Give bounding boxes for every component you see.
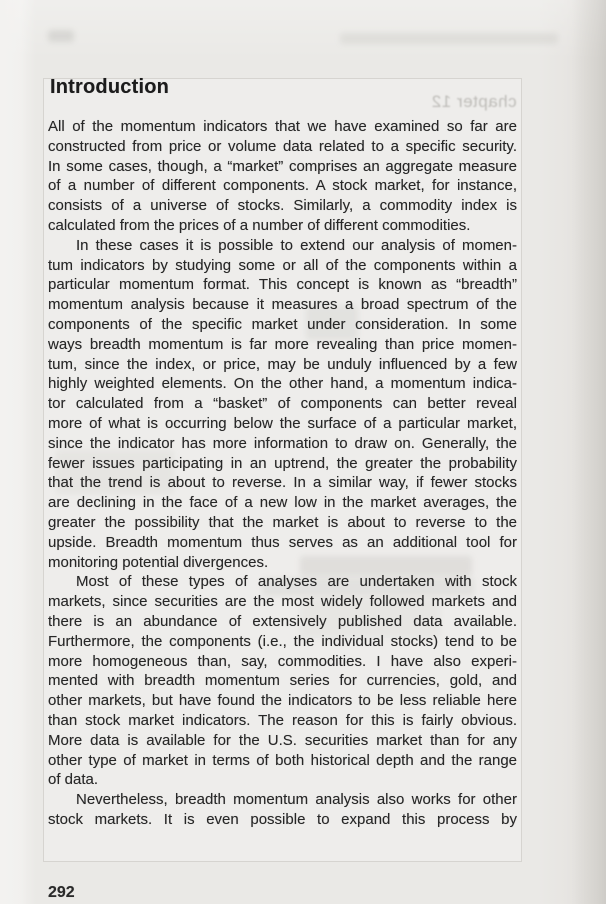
text-line: Most of these types of analyses are undertaken with stock — [76, 573, 517, 591]
text-line: of a number of different components. A stock market, for instance, — [48, 177, 517, 195]
text-line: tum, since the index, or price, may be unduly influenced by a few — [48, 355, 517, 373]
text-line: that the trend is about to reverse. In a similar way, if fewer stocks — [48, 474, 517, 492]
text-line: markets, since securities are the most widely followed markets and — [48, 593, 517, 611]
page-number: 292 — [48, 884, 75, 901]
showthrough-smudge — [340, 33, 558, 44]
text-line: momentum analysis because it measures a broad spectrum of the — [48, 296, 517, 314]
text-line: more of what is occurring below the surface of a particular market, — [48, 414, 517, 432]
text-line: tum indicators by studying some or all of the components within a — [48, 256, 517, 274]
text-line: more homogeneous than, say, commodities. I have also experi- — [48, 652, 517, 670]
text-line: are declining in the face of a new low in the market averages, the — [48, 494, 517, 512]
paragraph — [48, 117, 517, 236]
text-line: monitoring potential divergences. — [48, 553, 269, 571]
text-line: More data is available for the U.S. securities market than for any — [48, 731, 517, 749]
paragraph — [48, 790, 517, 830]
page-left-edge — [0, 0, 28, 904]
text-line: fewer issues participating in an uptrend, the greater the probability — [48, 454, 517, 472]
text-line: constructed from price or volume data related to a specific security. — [48, 137, 517, 155]
showthrough-chapter-label: chapter 12 — [431, 92, 517, 111]
showthrough-smudge — [48, 30, 74, 42]
text-line: ways breadth momentum is far more revealing than price momen- — [48, 335, 517, 353]
text-line: In these cases it is possible to extend our analysis of momen- — [76, 236, 517, 254]
text-line: particular momentum format. This concept is known as “breadth” — [48, 276, 517, 294]
text-line: highly weighted elements. On the other hand, a momentum indica- — [48, 375, 517, 393]
paragraph — [48, 236, 517, 573]
text-line: other type of market in terms of both historical depth and the range — [48, 751, 517, 769]
text-line: than stock market indicators. The reason for this is fairly obvious. — [48, 711, 517, 729]
text-line: calculated from the prices of a number of different commodities. — [48, 216, 471, 234]
text-line: components of the specific market under consideration. In some — [48, 315, 517, 333]
text-line: Furthermore, the components (i.e., the individual stocks) tend to be — [48, 632, 517, 650]
text-line: stock markets. It is even possible to expand this process by — [48, 810, 517, 828]
text-line: of data. — [48, 771, 99, 789]
text-line: mented with breadth momentum series for currencies, gold, and — [48, 672, 517, 690]
page-right-shadow — [572, 0, 606, 904]
text-line: upside. Breadth momentum thus serves as an additional tool for — [48, 533, 517, 551]
text-line: In some cases, though, a “market” comprises an aggregate measure — [48, 157, 517, 175]
body-text — [48, 117, 517, 830]
text-line: there is an abundance of extensively published data available. — [48, 612, 517, 630]
text-line: All of the momentum indicators that we have examined so far are — [48, 118, 517, 135]
text-line: Nevertheless, breadth momentum analysis also works for other — [76, 791, 517, 809]
text-line: consists of a universe of stocks. Similarly, a commodity index is — [48, 197, 517, 215]
paragraph — [48, 572, 517, 790]
text-line: since the indicator has more information to draw on. Generally, the — [48, 434, 517, 452]
text-line: tor calculated from a “basket” of components can better reveal — [48, 395, 517, 413]
section-heading: Introduction — [50, 76, 170, 98]
text-line: greater the possibility that the market is about to reverse to the — [48, 513, 517, 531]
text-line: other markets, but have found the indicators to be less reliable here — [48, 692, 517, 710]
